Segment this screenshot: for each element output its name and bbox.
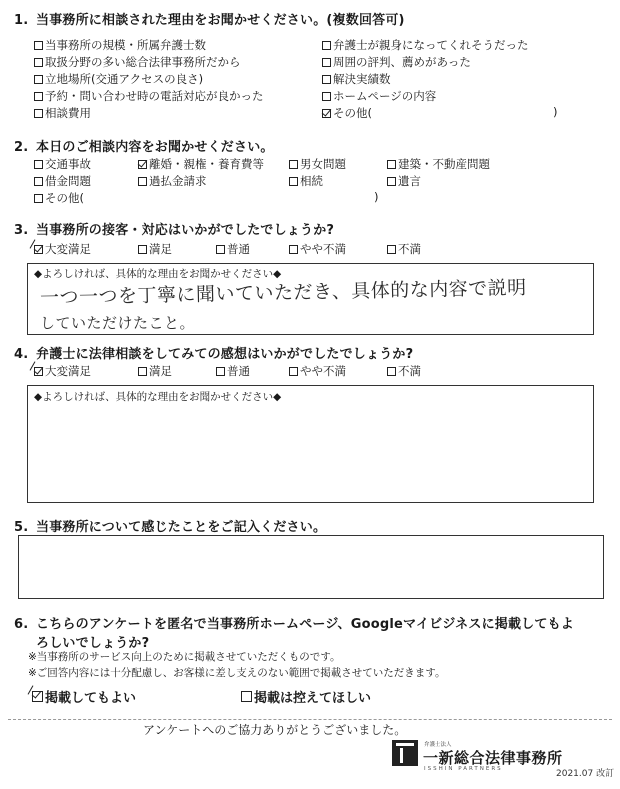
q5-title-text: 当事務所について感じたことをご記入ください。 — [36, 520, 327, 535]
q3-option-somewhat-dissatisfied[interactable] — [289, 241, 346, 257]
checkbox[interactable] — [138, 177, 147, 186]
q2-option-debt[interactable] — [34, 173, 91, 189]
checkbox[interactable] — [289, 160, 298, 169]
checkbox-checked[interactable] — [34, 367, 43, 376]
option-label: 満足 — [149, 364, 172, 378]
q2-option-other[interactable] — [34, 190, 84, 206]
cut-line — [8, 719, 612, 720]
q4-number: 4. — [14, 347, 29, 362]
option-label: 周囲の評判、薦めがあった — [333, 55, 471, 69]
option-label: 相続 — [300, 174, 323, 188]
q1-option-fields[interactable] — [34, 54, 241, 70]
q1-option-scale[interactable] — [34, 37, 206, 53]
q1-option-lawyer[interactable] — [322, 37, 529, 53]
option-label: 不満 — [398, 364, 421, 378]
q4-option-neutral[interactable] — [216, 363, 250, 379]
q4-option-somewhat-dissatisfied[interactable] — [289, 363, 346, 379]
checkbox[interactable] — [387, 177, 396, 186]
q2-title — [14, 136, 274, 155]
checkbox[interactable] — [34, 177, 43, 186]
checkbox[interactable] — [289, 177, 298, 186]
thanks-message: アンケートへのご協力ありがとうございました。 — [143, 723, 407, 737]
firm-logo-icon — [392, 740, 418, 766]
q6-title-line2: ろしいでしょうか? — [36, 636, 150, 651]
option-label: 大変満足 — [45, 364, 91, 378]
option-label: 取扱分野の多い総合法律事務所だから — [45, 55, 241, 69]
firm-type-label: 弁護士法人 — [424, 742, 452, 748]
q5-number: 5. — [14, 520, 29, 535]
q1-option-phone[interactable] — [34, 88, 264, 104]
option-label: 相談費用 — [45, 106, 91, 120]
q1-option-reputation[interactable] — [322, 54, 471, 70]
checkbox[interactable] — [387, 367, 396, 376]
checkbox[interactable] — [34, 92, 43, 101]
option-label: 当事務所の規模・所属弁護士数 — [45, 38, 206, 52]
option-label: やや不満 — [300, 242, 346, 256]
checkbox[interactable] — [322, 75, 331, 84]
q6-number: 6. — [14, 617, 29, 632]
q1-title — [14, 9, 405, 28]
option-label: ホームページの内容 — [333, 89, 437, 103]
option-label: 立地場所(交通アクセスの良さ) — [45, 72, 204, 86]
q2-title-text: 本日のご相談内容をお聞かせください。 — [36, 140, 274, 155]
q1-option-location[interactable] — [34, 71, 203, 87]
option-label: 借金問題 — [45, 174, 91, 188]
q6-title-text: こちらのアンケートを匿名で当事務所ホームページ、Googleマイビジネスに掲載してもよ — [36, 617, 574, 632]
q6-option-allow[interactable] — [32, 687, 136, 706]
option-label: 大変満足 — [45, 242, 91, 256]
q1-option-fee[interactable] — [34, 105, 91, 121]
q3-handwriting-line2: していただけたこと。 — [40, 314, 196, 332]
option-label: 建築・不動産問題 — [398, 157, 490, 171]
q3-title-text: 当事務所の接客・対応はいかがでしたでしょうか? — [36, 223, 335, 238]
q3-number: 3. — [14, 223, 29, 238]
checkbox[interactable] — [322, 92, 331, 101]
checkbox[interactable] — [216, 245, 225, 254]
option-label: 不満 — [398, 242, 421, 256]
q3-handwriting-line1: 一つ一つを丁寧に聞いていただき、具体的な内容で説明 — [39, 276, 527, 309]
q2-option-traffic[interactable] — [34, 156, 91, 172]
checkbox[interactable] — [289, 245, 298, 254]
q1-other-close-paren: ) — [553, 105, 558, 119]
option-label: 男女問題 — [300, 157, 346, 171]
checkbox[interactable] — [34, 160, 43, 169]
checkbox-checked[interactable] — [322, 109, 331, 118]
checkbox[interactable] — [241, 691, 252, 702]
q3-option-dissatisfied[interactable] — [387, 241, 421, 257]
option-label: 普通 — [227, 364, 250, 378]
q4-title-text: 弁護士に法律相談をしてみての感想はいかがでしたでしょうか? — [36, 347, 414, 362]
q3-reason-label: ◆よろしければ、具体的な理由をお聞かせください◆ — [34, 268, 282, 280]
option-label: 掲載は控えてほしい — [254, 691, 372, 706]
q2-option-divorce[interactable] — [138, 156, 264, 172]
q6-note2: ※ご回答内容には十分配慮し、お客様に差し支えのない範囲で掲載させていただきます。 — [28, 667, 446, 679]
checkbox[interactable] — [34, 75, 43, 84]
option-label: 離婚・親権・養育費等 — [149, 157, 264, 171]
checkbox-checked[interactable] — [34, 245, 43, 254]
q3-option-neutral[interactable] — [216, 241, 250, 257]
checkbox-checked[interactable] — [138, 160, 147, 169]
q2-option-inheritance[interactable] — [289, 173, 323, 189]
firm-name-en: ISSHIN PARTNERS — [424, 766, 503, 772]
q1-number: 1. — [14, 13, 29, 28]
q5-title — [14, 516, 326, 535]
q3-title — [14, 219, 334, 238]
q4-option-very-satisfied[interactable] — [34, 363, 91, 379]
checkbox[interactable] — [322, 41, 331, 50]
q3-option-satisfied[interactable] — [138, 241, 172, 257]
q1-option-homepage[interactable] — [322, 88, 436, 104]
q5-comment-box[interactable] — [18, 535, 604, 599]
checkbox[interactable] — [322, 58, 331, 67]
option-label: 弁護士が親身になってくれそうだった — [333, 38, 529, 52]
option-label: やや不満 — [300, 364, 346, 378]
q1-option-results[interactable] — [322, 71, 391, 87]
q4-reason-label: ◆よろしければ、具体的な理由をお聞かせください◆ — [34, 391, 282, 403]
checkbox[interactable] — [387, 160, 396, 169]
q2-option-relationship[interactable] — [289, 156, 346, 172]
q1-title-text: 当事務所に相談された理由をお聞かせください。(複数回答可) — [36, 13, 405, 28]
option-label: 普通 — [227, 242, 250, 256]
q6-note1: ※当事務所のサービス向上のために掲載させていただくものです。 — [28, 651, 341, 663]
q4-option-dissatisfied[interactable] — [387, 363, 421, 379]
checkbox[interactable] — [34, 194, 43, 203]
q4-option-satisfied[interactable] — [138, 363, 172, 379]
option-label: 掲載してもよい — [45, 691, 137, 706]
checkbox-checked[interactable] — [32, 691, 43, 702]
option-label: 交通事故 — [45, 157, 91, 171]
option-label: 遺言 — [398, 174, 421, 188]
checkbox[interactable] — [387, 245, 396, 254]
q2-option-will[interactable] — [387, 173, 421, 189]
option-label: 過払金請求 — [149, 174, 207, 188]
checkbox[interactable] — [34, 109, 43, 118]
q1-option-other[interactable] — [322, 105, 372, 121]
firm-name: 一新総合法律事務所 — [423, 749, 563, 767]
option-label: 満足 — [149, 242, 172, 256]
option-label: 解決実績数 — [333, 72, 391, 86]
checkbox[interactable] — [34, 41, 43, 50]
checkbox[interactable] — [138, 245, 147, 254]
q4-title — [14, 343, 413, 362]
option-label: その他( — [45, 191, 84, 205]
q2-other-close-paren: ) — [374, 190, 379, 204]
option-label: その他( — [333, 106, 372, 120]
q6-title-line1 — [14, 613, 574, 632]
q3-option-very-satisfied[interactable] — [34, 241, 91, 257]
checkbox[interactable] — [34, 58, 43, 67]
q2-option-realestate[interactable] — [387, 156, 490, 172]
option-label: 予約・問い合わせ時の電話対応が良かった — [45, 89, 264, 103]
q2-number: 2. — [14, 140, 29, 155]
checkbox[interactable] — [138, 367, 147, 376]
q6-option-decline[interactable] — [241, 687, 371, 706]
checkbox[interactable] — [289, 367, 298, 376]
checkbox[interactable] — [216, 367, 225, 376]
revision-label: 2021.07 改訂 — [556, 769, 615, 779]
q2-option-overpayment[interactable] — [138, 173, 207, 189]
